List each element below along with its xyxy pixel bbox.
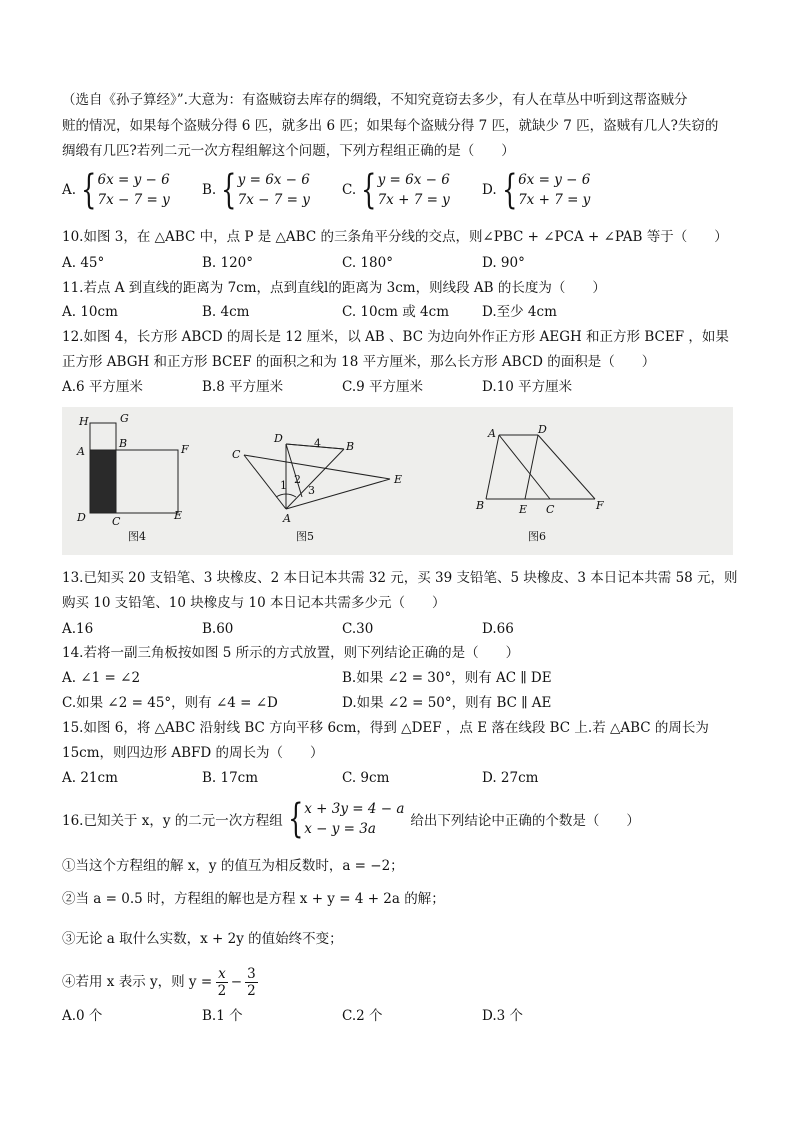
figure-6-caption: 图6 bbox=[528, 530, 546, 543]
q15-option-d: D. 27cm bbox=[482, 770, 539, 786]
q15-option-b: B. 17cm bbox=[202, 770, 259, 786]
square-bcef bbox=[116, 450, 178, 513]
q9-text-line2: 赃的情况，如果每个盗贼分得 6 匹，就多出 6 匹；如果每个盗贼分得 7 匹，就缺少 7 匹，盗贼有几人?失窃的 bbox=[62, 118, 719, 134]
q11-stem: 11.若点 A 到直线的距离为 7cm，点到直线l的距离为 3cm，则线段 AB 的长度为（ ） bbox=[62, 280, 606, 296]
fig5-label-4: 4 bbox=[314, 437, 321, 450]
q10-option-a: A. 45° bbox=[62, 255, 105, 271]
q16-option-a: A.0 个 bbox=[62, 1008, 103, 1024]
fig6-label-a: A bbox=[488, 427, 496, 440]
q11-option-c: C. 10cm 或 4cm bbox=[342, 304, 450, 320]
q11-option-d: D.至少 4cm bbox=[482, 304, 557, 320]
q14-option-c: C.如果 ∠2 = 45°，则有 ∠4 = ∠D bbox=[62, 695, 278, 711]
q13-option-c: C.30 bbox=[342, 621, 374, 637]
q15-option-a: A. 21cm bbox=[62, 770, 118, 786]
q14-option-d: D.如果 ∠2 = 50°，则有 BC ∥ AE bbox=[342, 695, 552, 711]
q12-stem-line2: 正方形 ABGH 和正方形 BCEF 的面积之和为 18 平方厘米，那么长方形 ABCD 的面积是（ ） bbox=[62, 354, 656, 370]
q15-stem-line1: 15.如图 6，将 △ABC 沿射线 BC 方向平移 6cm，得到 △DEF ，点 E 落在线段 BC 上.若 △ABC 的周长为 bbox=[62, 720, 709, 736]
q9-option-a: A. { 6x = y − 6 7x − 7 = y bbox=[62, 167, 170, 213]
fig6-label-d: D bbox=[538, 423, 547, 436]
fig5-label-b: B bbox=[346, 440, 355, 453]
q12-option-b: B.8 平方厘米 bbox=[202, 379, 284, 395]
fig5-label-c: C bbox=[232, 448, 241, 461]
q12-option-a: A.6 平方厘米 bbox=[62, 379, 143, 395]
figure-4-caption: 图4 bbox=[128, 530, 146, 543]
q16-option-d: D.3 个 bbox=[482, 1008, 524, 1024]
fig5-label-3: 3 bbox=[308, 484, 315, 497]
fig5-label-1: 1 bbox=[280, 479, 287, 492]
q13-option-d: D.66 bbox=[482, 621, 514, 637]
q10-option-c: C. 180° bbox=[342, 255, 393, 271]
q14-option-a: A. ∠1 = ∠2 bbox=[62, 670, 141, 686]
rectangle-abcd bbox=[90, 450, 116, 513]
fig5-label-a: A bbox=[283, 512, 291, 525]
q13-option-a: A.16 bbox=[62, 621, 94, 637]
fig4-label-a: A bbox=[77, 445, 85, 458]
q15-stem-line2: 15cm，则四边形 ABFD 的周长为（ ） bbox=[62, 745, 324, 761]
brace-icon: { bbox=[361, 167, 377, 213]
brace-icon: { bbox=[501, 167, 518, 213]
figure-5-caption: 图5 bbox=[296, 530, 314, 543]
fig6-label-e: E bbox=[519, 503, 528, 516]
q14-option-b: B.如果 ∠2 = 30°，则有 AC ∥ DE bbox=[342, 670, 552, 686]
fig5-label-e: E bbox=[394, 473, 403, 486]
figure-4 bbox=[90, 423, 178, 513]
fig4-label-b: B bbox=[119, 437, 128, 450]
fig4-label-g: G bbox=[120, 412, 129, 425]
fig5-label-2: 2 bbox=[294, 473, 301, 486]
q10-option-b: B. 120° bbox=[202, 255, 254, 271]
fig4-label-f: F bbox=[181, 443, 189, 456]
fig6-label-f: F bbox=[596, 499, 604, 512]
q10-option-d: D. 90° bbox=[482, 255, 525, 271]
q9-option-c: C. { y = 6x − 6 7x + 7 = y bbox=[342, 167, 450, 213]
q13-stem-line2: 购买 10 支铅笔、10 块橡皮与 10 本日记本共需多少元（ ） bbox=[62, 595, 446, 611]
q13-stem-line1: 13.已知买 20 支铅笔、3 块橡皮、2 本日记本共需 32 元，买 39 支铅笔、5 块橡皮、3 本日记本共需 58 元，则 bbox=[62, 570, 738, 586]
q12-option-d: D.10 平方厘米 bbox=[482, 379, 573, 395]
q10-stem: 10.如图 3，在 △ABC 中，点 P 是 △ABC 的三条角平分线的交点，则∠PBC + ∠PCA + ∠PAB 等于（ ） bbox=[62, 229, 728, 245]
q16-conclusion-2: ②当 a = 0.5 时，方程组的解也是方程 x + y = 4 + 2a 的解； bbox=[62, 891, 445, 907]
q14-stem: 14.若将一副三角板按如图 5 所示的方式放置，则下列结论正确的是（ ） bbox=[62, 645, 520, 661]
q12-stem-line1: 12.如图 4，长方形 ABCD 的周长是 12 厘米，以 AB 、BC 为边向外作正方形 AEGH 和正方形 BCEF ，如果 bbox=[62, 329, 729, 345]
brace-icon: { bbox=[81, 167, 97, 213]
figures-photo bbox=[62, 407, 733, 555]
q13-option-b: B.60 bbox=[202, 621, 234, 637]
q9-option-b: B. { y = 6x − 6 7x − 7 = y bbox=[202, 167, 310, 213]
q16-system: x + 3y = 4 − a x − y = 3a bbox=[304, 801, 405, 837]
q9-text-line3: 绸缎有几匹?若列二元一次方程组解这个问题，下列方程组正确的是（ ） bbox=[62, 143, 515, 159]
fig4-label-h: H bbox=[79, 415, 89, 428]
q16-conclusion-4: ④若用 x 表示 y，则 y = $\frac{x}{2}$ − $\frac{3}{2}$ bbox=[62, 965, 256, 999]
q15-option-c: C. 9cm bbox=[342, 770, 390, 786]
q9-text-line1: （选自《孙子算经》”.大意为：有盗贼窃去库存的绸缎，不知究竟窃去多少，有人在草丛中听到这帮盗贼分 bbox=[62, 92, 688, 108]
q9-option-d: D. { 6x = y − 6 7x + 7 = y bbox=[482, 167, 591, 213]
fig6-label-b: B bbox=[476, 499, 485, 512]
q11-option-b: B. 4cm bbox=[202, 304, 250, 320]
q16-conclusion-3: ③无论 a 取什么实数，x + 2y 的值始终不变； bbox=[62, 931, 343, 947]
brace-icon: { bbox=[287, 796, 304, 842]
q16-option-c: C.2 个 bbox=[342, 1008, 383, 1024]
figure-5-labels bbox=[232, 432, 402, 543]
figure-5 bbox=[244, 444, 390, 509]
square-abgh bbox=[90, 423, 116, 450]
q16-stem: 16.已知关于 x，y 的二元一次方程组 { x + 3y = 4 − a x − y = 3a 给出下列结论中正确的个数是（ ） bbox=[62, 796, 640, 842]
fig6-label-c: C bbox=[546, 503, 555, 516]
fig5-label-d: D bbox=[274, 432, 283, 445]
q16-conclusion-1: ①当这个方程组的解 x，y 的值互为相反数时，a = −2； bbox=[62, 858, 404, 874]
q11-option-a: A. 10cm bbox=[62, 304, 118, 320]
figure-6-labels bbox=[475, 423, 604, 543]
fig4-label-c: C bbox=[112, 515, 121, 528]
figures-svg bbox=[62, 407, 733, 555]
q16-option-b: B.1 个 bbox=[202, 1008, 243, 1024]
figure-6 bbox=[486, 435, 595, 499]
q12-option-c: C.9 平方厘米 bbox=[342, 379, 424, 395]
fig4-label-d: D bbox=[77, 511, 86, 524]
brace-icon: { bbox=[221, 167, 237, 213]
fig4-label-e: E bbox=[174, 509, 183, 522]
